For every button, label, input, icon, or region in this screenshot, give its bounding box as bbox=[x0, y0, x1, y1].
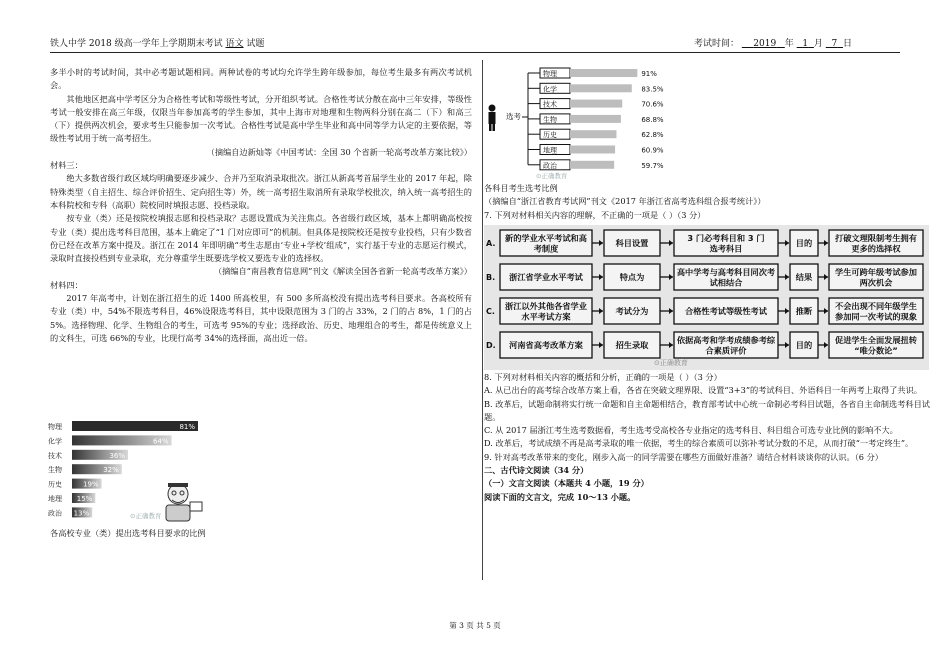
source-note: （摘编自“南昌教育信息网”刊文《解读全国各省新一轮高考改革方案》） bbox=[213, 266, 472, 277]
option-b: B. 改革后，试题命制将实行统一命题和自主命题相结合，教育部考试中心统一命制必考科目试题，各省自主命制选考科目试题。 bbox=[484, 398, 930, 422]
paragraph: 按专业（类）还是按院校填报志愿和投档录取？志愿设置成为关注焦点。各省级行政区域，基本上都明确高校按专业（类）提出选考科目范围，基本上确定了“1 门对应即可”的机制。但具体是按院校还是按专业投档，只有少数省份已经在改革方案中提及。浙江在 2014 年即明确“考生志愿由‘专业+学校’组成”，实行基于专业的志愿运行模式，录取时直接投档到专业录取，充分尊重学生既要选学校又要选专业的选择权。 bbox=[50, 213, 472, 264]
page-footer: 第 3 页 共 5 页 bbox=[449, 621, 501, 630]
year-unit: 年 bbox=[784, 39, 794, 49]
table-cell-text: 考试分为 bbox=[615, 306, 649, 316]
value-label: 62.8% bbox=[641, 131, 664, 140]
exam-title-suffix: 试题 bbox=[246, 39, 265, 49]
arrow-head bbox=[785, 240, 789, 246]
value-label: 13% bbox=[73, 509, 90, 518]
table-cell-text: 浙江省学业水平考试 bbox=[509, 272, 583, 282]
category-label: 地理 bbox=[543, 146, 557, 155]
table-cell-text: 合素质评价 bbox=[705, 345, 747, 356]
source-note: （摘编自边新灿等《中国考试：全国 30 个省新一轮高考改革方案比较》） bbox=[206, 146, 472, 157]
value-label: 36% bbox=[109, 451, 125, 460]
table-cell-text: 促进学生全面发展扭转 bbox=[835, 335, 917, 345]
arrow-head bbox=[669, 240, 673, 246]
person-icon bbox=[489, 105, 496, 132]
right-column-top bbox=[484, 182, 930, 222]
exam-month bbox=[797, 39, 814, 49]
table-cell-text: 合格性考试等级性考试 bbox=[685, 306, 767, 316]
school-exam-title: 铁人中学 2018 级高一学年上学期期末考试 bbox=[50, 39, 223, 49]
subsection-heading: （一）文言文阅读（本题共 4 小题，19 分） bbox=[484, 478, 649, 489]
arrow-head bbox=[824, 274, 828, 280]
arrow-head bbox=[599, 342, 603, 348]
option-letter: A. bbox=[486, 239, 496, 248]
question-7-table-svg bbox=[484, 225, 929, 370]
bar bbox=[570, 130, 616, 138]
bar bbox=[570, 84, 632, 92]
category-label: 化学 bbox=[48, 437, 62, 446]
right-column-bottom bbox=[484, 371, 930, 504]
column-divider bbox=[482, 60, 483, 580]
value-label: 70.6% bbox=[641, 100, 664, 109]
table-cell-text: 学生可跨年级考试参加 bbox=[835, 267, 917, 277]
table-cell-text: 更多的选择权 bbox=[851, 243, 901, 254]
category-label: 历史 bbox=[543, 131, 557, 140]
material-heading: 材料三： bbox=[50, 160, 83, 171]
arrow-head bbox=[824, 308, 828, 314]
header-rule bbox=[50, 52, 900, 53]
arrow-head bbox=[824, 342, 828, 348]
subject-selection-bar-chart bbox=[484, 62, 684, 182]
bar bbox=[570, 146, 615, 154]
option-letter: C. bbox=[486, 307, 495, 316]
arrow-head bbox=[785, 342, 789, 348]
table-cell-text: 3 门必考科目和 3 门 bbox=[687, 233, 765, 243]
exam-day bbox=[826, 39, 843, 49]
header-left bbox=[50, 37, 264, 51]
table-cell-text: 水平考试方案 bbox=[521, 311, 571, 322]
paragraph: 多半小时的考试时间，其中必考题试题相同。两种试卷的考试均允许学生跨年级参加，每位考生最多有两次考试机会。 bbox=[50, 67, 472, 91]
page-header bbox=[50, 37, 900, 51]
watermark: ⊙正确教育 bbox=[536, 172, 568, 180]
chart-caption: 各高校专业（类）提出选考科目要求的比例 bbox=[50, 528, 206, 538]
bar bbox=[570, 69, 637, 77]
category-label: 生物 bbox=[48, 466, 62, 475]
question-7: 7. 下列对材料相关内容的理解，不正确的一项是（ ）（3 分） bbox=[484, 209, 706, 220]
teacher-cartoon-icon bbox=[150, 480, 206, 524]
category-label: 政治 bbox=[543, 161, 557, 170]
exam-day-value: 7 bbox=[831, 39, 838, 49]
table-cell-text: 试相结合 bbox=[709, 277, 743, 288]
table-cell-text: 特点为 bbox=[619, 272, 645, 282]
arrow-head bbox=[599, 308, 603, 314]
table-cell-text: 选考科目 bbox=[709, 243, 743, 254]
value-label: 15% bbox=[76, 495, 93, 503]
exam-month-value: 1 bbox=[802, 39, 809, 49]
material-heading: 材料四： bbox=[50, 279, 83, 290]
table-cell-text: 考制度 bbox=[533, 243, 559, 254]
exam-subject: 语文 bbox=[225, 39, 244, 49]
exam-time-label: 考试时间： bbox=[693, 39, 739, 49]
table-cell-text: 推断 bbox=[795, 306, 813, 316]
table-cell-text: 河南省高考改革方案 bbox=[509, 340, 583, 350]
exam-year bbox=[742, 39, 785, 49]
arrow-head bbox=[599, 274, 603, 280]
option-letter: B. bbox=[486, 273, 496, 282]
paragraph: 2017 年高考中，计划在浙江招生的近 1400 所高校里，有 500 多所高校没有提出选考科目要求。各高校所有专业（类）中，54%不限选考科目，46%设限选考科目，其中设限范围为 3 门的占 33%，2 门的占 8%，1 门的占 5%。选择物理、化学、生物组合的考生，可选考 95%的专业；选择政治、历史、地理组合的考生，都是传统意义上的文科生，可选 66%的专业，比现行高考 34%的选择面，高出近一倍。 bbox=[50, 293, 472, 343]
arrow-head bbox=[785, 274, 789, 280]
category-label: 物理 bbox=[543, 70, 557, 78]
table-cell-text: 打破文理限制考生拥有 bbox=[835, 233, 917, 243]
value-label: 68.8% bbox=[641, 115, 664, 124]
bar bbox=[570, 115, 621, 123]
paragraph: 其他地区把高中学考区分为合格性考试和等级性考试，分开组织考试。合格性考试分散在高中三年安排，等级性考试一般安排在高三年级，仅限当年参加高考的学生参加，其中上海市对地理和生物两科分别在高二（下）和高三（下）提供两次机会，要求考生只能参加一次考试。合格性考试是高中学生毕业和高中同等学力认定的主要依据，等级性考试用于统一高考招生。 bbox=[50, 93, 472, 144]
value-label: 91% bbox=[641, 70, 657, 78]
option-a: A. 从已出台的高考综合改革方案上看，各省在突破文理界限、设置“3+3”的考试科目、外语科目一年两考上取得了共识。 bbox=[484, 385, 922, 396]
root-label: 选考 bbox=[506, 112, 521, 121]
category-label: 政治 bbox=[48, 509, 62, 518]
table-cell-text: 两次机会 bbox=[859, 277, 893, 288]
table-cell-text: 依据高考和学考成绩参考综 bbox=[676, 335, 776, 345]
value-label: 32% bbox=[103, 466, 119, 475]
chart-caption: 各科目考生选考比例 bbox=[484, 183, 558, 193]
exam-year-value: 2019 bbox=[753, 39, 777, 49]
month-unit: 月 bbox=[813, 39, 823, 49]
value-label: 83.5% bbox=[641, 85, 664, 94]
instruction: 阅读下面的文言文，完成 10～13 小题。 bbox=[484, 491, 636, 502]
category-label: 历史 bbox=[48, 480, 62, 489]
option-d: D. 改革后，考试成绩不再是高考录取的唯一依据，考生的综合素质可以弥补考试分数的不足，从而打破“一考定终生”。 bbox=[484, 438, 914, 449]
table-cell-text: 参加同一次考试的现象 bbox=[835, 311, 917, 322]
arrow-head bbox=[824, 240, 828, 246]
watermark: ⊙正确教育 bbox=[654, 359, 688, 367]
category-label: 地理 bbox=[48, 495, 62, 503]
question-8: 8. 下列对材料相关内容的概括和分析，正确的一项是（ ）（3 分） bbox=[484, 372, 722, 382]
day-unit: 日 bbox=[842, 39, 852, 49]
value-label: 60.9% bbox=[641, 146, 664, 155]
arrow-head bbox=[785, 308, 789, 314]
source-note: （摘编自“浙江省教育考试网”刊文《2017 年浙江省高考选科组合报考统计》） bbox=[484, 196, 766, 207]
arrow-head bbox=[599, 240, 603, 246]
value-label: 81% bbox=[179, 423, 195, 431]
bar bbox=[570, 100, 622, 108]
category-label: 技术 bbox=[48, 451, 62, 460]
category-label: 物理 bbox=[48, 423, 62, 431]
question-9: 9. 针对高考改革带来的变化，刚步入高一的同学需要在哪些方面做好准备？请结合材料谈谈你的认识。（6 分） bbox=[484, 451, 883, 462]
option-c: C. 从 2017 届浙江考生选考数据看，考生选考受高校各专业指定的选考科目、科目组合可选专业比例的影响不大。 bbox=[484, 425, 898, 436]
table-cell-text: 目的 bbox=[795, 238, 813, 248]
paragraph: 绝大多数省级行政区域均明确要逐步减少、合并乃至取消录取批次。浙江从新高考首届学生业的 2017 年起，除特殊类型（自主招生、综合评价招生、定向招生等）外，统一高考招生取消所有录取学校批次，纳入统一高考招生的本科院校和专科（高职）院校同时填报志愿、投档录取。 bbox=[50, 173, 472, 210]
option-letter: D. bbox=[486, 341, 496, 350]
arrow-head bbox=[669, 274, 673, 280]
value-label: 64% bbox=[152, 437, 169, 446]
question-7-table-figure bbox=[484, 225, 929, 370]
header-right bbox=[694, 37, 852, 51]
table-cell-text: “唯分数论” bbox=[854, 345, 898, 356]
bar bbox=[570, 161, 614, 169]
table-cell-text: 浙江以外其他各省学业 bbox=[505, 301, 587, 311]
arrow-head bbox=[669, 308, 673, 314]
value-label: 19% bbox=[82, 480, 99, 489]
section-heading: 二、古代诗文阅读（34 分） bbox=[484, 465, 589, 476]
left-column bbox=[50, 66, 472, 345]
table-cell-text: 目的 bbox=[795, 340, 813, 350]
watermark: ⊙正确教育 bbox=[130, 512, 162, 520]
table-cell-text: 高中学考与高考科目同次考 bbox=[676, 267, 776, 277]
table-cell-text: 科目设置 bbox=[615, 238, 649, 248]
category-label: 生物 bbox=[543, 115, 557, 124]
arrow-head bbox=[669, 342, 673, 348]
table-cell-text: 不会出现不同年级学生 bbox=[835, 301, 917, 311]
table-cell-text: 结果 bbox=[795, 272, 813, 282]
value-label: 59.7% bbox=[641, 161, 664, 170]
category-label: 化学 bbox=[543, 85, 557, 94]
table-cell-text: 新的学业水平考试和高 bbox=[505, 233, 587, 243]
category-label: 技术 bbox=[543, 100, 557, 109]
table-cell-text: 招生录取 bbox=[615, 340, 649, 350]
